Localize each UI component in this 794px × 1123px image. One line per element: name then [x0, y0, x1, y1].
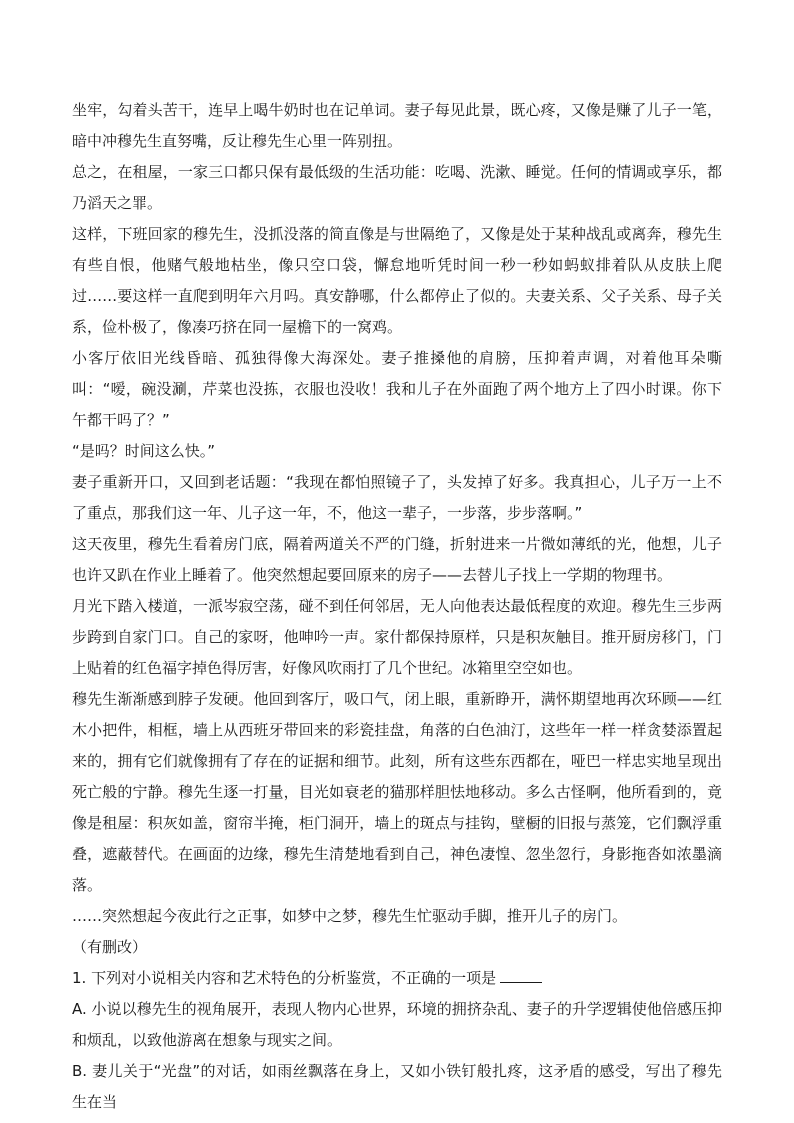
paragraph-9: 穆先生渐渐感到脖子发硬。他回到客厅，吸口气，闭上眼，重新睁开，满怀期望地再次环顾——红木小把件，相框，墙上从西班牙带回来的彩瓷挂盘，角落的白色油汀，这些年一样一样贪婪添置起来的，拥有它们就像拥有了存在的证据和细节。此刻，所有这些东西都在，哑巴一样忠实地呈现出死亡般的宁静。穆先生逐一打量，目光如衰老的猫那样胆怯地移动。多么古怪啊，他所看到的，竟像是租屋：积灰如盖，窗帘半掩，柜门洞开，墙上的斑点与挂钩，壁橱的旧报与蒸笼，它们飘浮重叠，遮蔽替代。在画面的边缘，穆先生清楚地看到自己，神色凄惶、忽坐忽行，身影拖沓如浓墨滴落。 — [72, 690, 722, 894]
paragraph-4: 小客厅依旧光线昏暗、孤独得像大海深处。妻子推搡他的肩膀，压抑着声调，对着他耳朵嘶叫：“嗳，碗没涮，芹菜也没拣，衣服也没收！我和儿子在外面跑了两个地方上了四小时课。你下午都干吗了？” — [72, 349, 722, 429]
paragraph-7: 这天夜里，穆先生看着房门底，隔着两道关不严的门缝，折射进来一片微如薄纸的光，他想，儿子也许又趴在作业上睡着了。他突然想起要回原来的房子——去替儿子找上一学期的物理书。 — [72, 535, 722, 584]
document-page — [72, 95, 722, 1118]
paragraph-10: ……突然想起今夜此行之正事，如梦中之梦，穆先生忙驱动手脚，推开儿子的房门。 — [72, 907, 628, 925]
option-a: A. 小说以穆先生的视角展开，表现人物内心世界，环境的拥挤杂乱、妻子的升学逻辑使他倍感压抑和烦乱，以致他游离在想象与现实之间。 — [72, 1000, 722, 1049]
paragraph-6: 妻子重新开口，又回到老话题：“我现在都怕照镜子了，头发掉了好多。我真担心，儿子万一上不了重点，那我们这一年、儿子这一年，不，他这一辈子，一步落，步步落啊。” — [72, 473, 722, 522]
paragraph-8: 月光下踏入楼道，一派岑寂空荡，碰不到任何邻居，无人向他表达最低程度的欢迎。穆先生三步两步跨到自家门口。自己的家呀，他呻吟一声。家什都保持原样，只是积灰触目。推开厨房移门，门上贴着的红色福字掉色得厉害，好像风吹雨打了几个世纪。冰箱里空空如也。 — [72, 597, 722, 677]
option-b: B. 妻儿关于“光盘”的对话，如雨丝飘落在身上，又如小铁钉般扎疼，这矛盾的感受，写出了穆先生在当 — [72, 1062, 722, 1111]
paragraph-2: 总之，在租屋，一家三口都只保有最低级的生活功能：吃喝、洗漱、睡觉。任何的情调或享乐，都乃滔天之罪。 — [72, 163, 722, 212]
paragraph-3: 这样，下班回家的穆先生，没抓没落的简直像是与世隔绝了，又像是处于某种战乱或离奔，穆先生有些自恨，他赌气般地枯坐，像只空口袋，懈怠地听凭时间一秒一秒如蚂蚁排着队从皮肤上爬过……要这样一直爬到明年六月吗。真安静哪，什么都停止了似的。夫妻关系、父子关系、母子关系，俭朴极了，像凑巧挤在同一屋檐下的一窝鸡。 — [72, 225, 722, 336]
paragraph-5: “是吗？时间这么快。” — [72, 442, 216, 460]
question-stem — [72, 963, 722, 994]
question-text: 1. 下列对小说相关内容和艺术特色的分析鉴赏，不正确的一项是 — [72, 969, 497, 987]
edit-note: （有删改） — [72, 938, 148, 956]
answer-blank[interactable] — [500, 968, 542, 983]
paragraph-1: 坐牢，勾着头苦干，连早上喝牛奶时也在记单词。妻子每见此景，既心疼，又像是赚了儿子一笔，暗中冲穆先生直努嘴，反让穆先生心里一阵别扭。 — [72, 101, 722, 150]
